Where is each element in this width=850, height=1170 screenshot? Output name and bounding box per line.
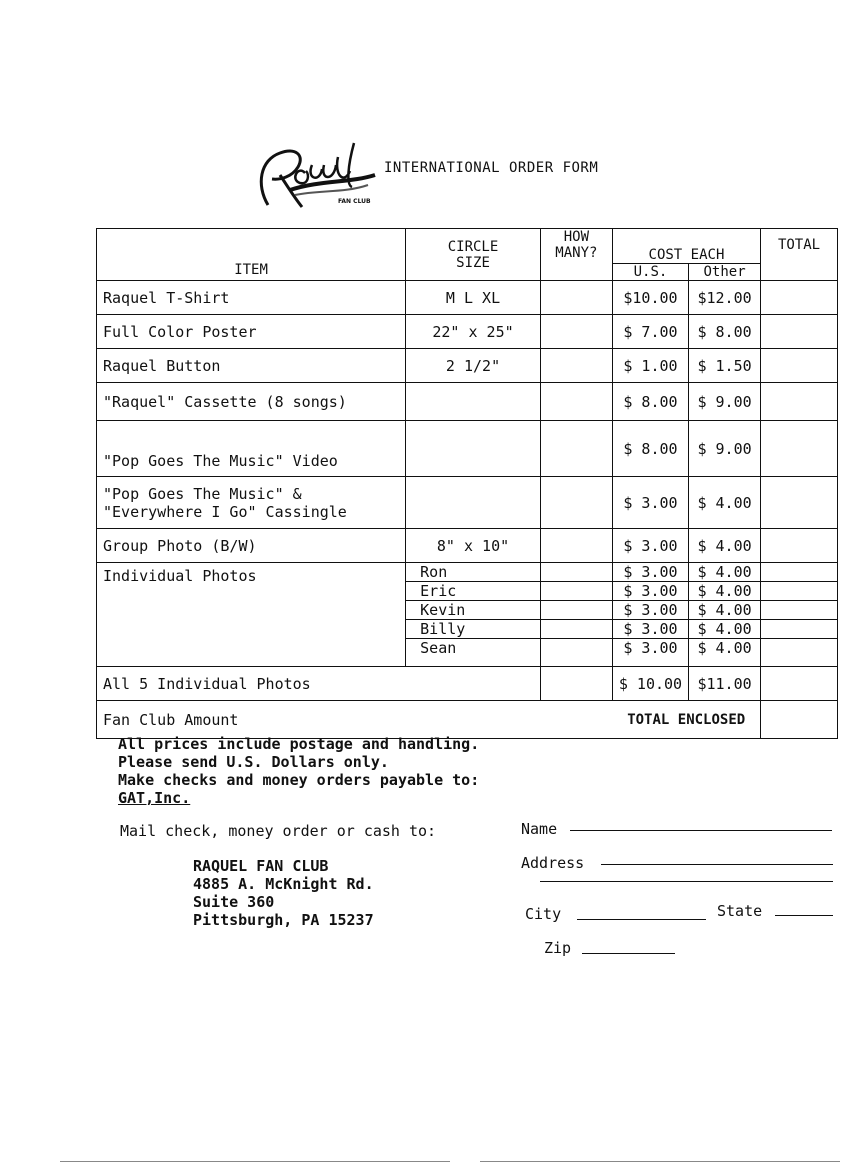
state-field[interactable] — [775, 915, 833, 916]
item-cell: "Raquel" Cassette (8 songs) — [97, 383, 406, 421]
address-label: Address — [521, 854, 585, 872]
order-table — [96, 228, 838, 739]
table-row — [97, 529, 838, 563]
zip-field[interactable] — [582, 953, 675, 954]
price-other: $ 8.00 — [689, 315, 761, 349]
table-row — [97, 383, 838, 421]
price-us: $ 3.00 — [612, 477, 688, 529]
table-row — [97, 349, 838, 383]
scan-edge-line — [480, 1161, 840, 1162]
price-us: $ 3.00 — [612, 582, 688, 601]
header-total: TOTAL — [761, 229, 838, 281]
total-cell[interactable] — [761, 563, 838, 582]
price-other: $ 4.00 — [689, 620, 761, 639]
table-row — [97, 281, 838, 315]
address-line: Suite 360 — [193, 893, 275, 911]
header-other: Other — [689, 264, 761, 281]
item-line-2: "Everywhere I Go" Cassingle — [103, 502, 347, 521]
item-cell — [97, 477, 406, 529]
price-us: $ 3.00 — [612, 639, 688, 667]
member-name: Ron — [406, 563, 541, 582]
item-cell: Raquel T-Shirt — [97, 281, 406, 315]
total-cell[interactable] — [761, 421, 838, 477]
name-label: Name — [521, 820, 558, 838]
total-cell[interactable] — [761, 383, 838, 421]
item-cell: Full Color Poster — [97, 315, 406, 349]
header-item: ITEM — [97, 229, 406, 281]
address-line: 4885 A. McKnight Rd. — [193, 875, 374, 893]
price-other: $ 4.00 — [689, 639, 761, 667]
fan-club-row — [97, 701, 838, 739]
header-how-many: HOW MANY? — [540, 229, 612, 281]
size-cell — [406, 383, 541, 421]
table-row — [97, 477, 838, 529]
notes-block — [118, 735, 479, 807]
price-us: $10.00 — [612, 281, 688, 315]
item-cell: Raquel Button — [97, 349, 406, 383]
price-other: $12.00 — [689, 281, 761, 315]
individual-photos-label: Individual Photos — [97, 563, 406, 667]
how-many-cell[interactable] — [540, 315, 612, 349]
all-five-row — [97, 667, 838, 701]
header-us: U.S. — [612, 264, 688, 281]
header-circle-size: CIRCLE SIZE — [406, 229, 541, 281]
table-header-row — [97, 229, 838, 264]
price-us: $ 10.00 — [612, 667, 688, 701]
city-field[interactable] — [577, 919, 706, 920]
price-other: $11.00 — [689, 667, 761, 701]
item-line-1: "Pop Goes The Music" & — [103, 484, 302, 503]
mail-label: Mail check, money order or cash to: — [120, 822, 437, 840]
note-postage: All prices include postage and handling. — [118, 735, 480, 753]
item-cell: All 5 Individual Photos — [97, 667, 541, 701]
price-us: $ 3.00 — [612, 563, 688, 582]
size-cell: 2 1/2" — [406, 349, 541, 383]
total-cell[interactable] — [761, 477, 838, 529]
price-us: $ 1.00 — [612, 349, 688, 383]
how-many-cell[interactable] — [540, 383, 612, 421]
total-cell[interactable] — [761, 601, 838, 620]
member-name: Billy — [406, 620, 541, 639]
price-other: $ 1.50 — [689, 349, 761, 383]
price-other: $ 4.00 — [689, 529, 761, 563]
address-field-line-2[interactable] — [540, 881, 833, 882]
how-many-cell[interactable] — [540, 667, 612, 701]
zip-label: Zip — [544, 939, 572, 957]
total-cell[interactable] — [761, 349, 838, 383]
table-row — [97, 315, 838, 349]
note-currency: Please send U.S. Dollars only. — [118, 753, 389, 771]
total-enclosed-cell[interactable] — [761, 701, 838, 739]
price-other: $ 4.00 — [689, 563, 761, 582]
price-other: $ 9.00 — [689, 421, 761, 477]
total-cell[interactable] — [761, 281, 838, 315]
price-us: $ 3.00 — [612, 529, 688, 563]
table-row — [97, 421, 838, 477]
price-us: $ 3.00 — [612, 601, 688, 620]
how-many-cell[interactable] — [540, 281, 612, 315]
item-cell: Group Photo (B/W) — [97, 529, 406, 563]
city-label: City — [525, 905, 562, 923]
member-name: Kevin — [406, 601, 541, 620]
price-other: $ 4.00 — [689, 601, 761, 620]
address-line: RAQUEL FAN CLUB — [193, 857, 329, 875]
how-many-cell[interactable] — [540, 582, 612, 601]
total-enclosed-label: TOTAL ENCLOSED — [612, 701, 760, 739]
size-cell: M L XL — [406, 281, 541, 315]
mailing-address — [193, 857, 374, 929]
price-other: $ 4.00 — [689, 582, 761, 601]
size-cell — [406, 477, 541, 529]
member-name: Eric — [406, 582, 541, 601]
address-field[interactable] — [601, 864, 833, 865]
how-many-cell[interactable] — [540, 421, 612, 477]
how-many-cell[interactable] — [540, 477, 612, 529]
how-many-cell[interactable] — [540, 349, 612, 383]
raquel-logo — [250, 135, 390, 215]
size-cell: 8" x 10" — [406, 529, 541, 563]
total-cell[interactable] — [761, 620, 838, 639]
total-cell[interactable] — [761, 582, 838, 601]
price-us: $ 8.00 — [612, 421, 688, 477]
payee: GAT,Inc. — [118, 789, 191, 807]
size-cell — [406, 421, 541, 477]
price-us: $ 8.00 — [612, 383, 688, 421]
note-payable: Make checks and money orders payable to: — [118, 771, 480, 789]
price-other: $ 9.00 — [689, 383, 761, 421]
price-other: $ 4.00 — [689, 477, 761, 529]
individual-row — [97, 563, 838, 582]
logo-subtext: FAN CLUB — [338, 198, 371, 205]
how-many-cell[interactable] — [540, 639, 612, 667]
how-many-cell[interactable] — [540, 529, 612, 563]
total-cell[interactable] — [761, 667, 838, 701]
size-cell: 22" x 25" — [406, 315, 541, 349]
total-cell[interactable] — [761, 529, 838, 563]
fan-club-label: Fan Club Amount — [97, 701, 613, 739]
total-cell[interactable] — [761, 315, 838, 349]
total-cell[interactable] — [761, 639, 838, 667]
scan-edge-line — [60, 1161, 450, 1162]
how-many-cell[interactable] — [540, 563, 612, 582]
how-many-cell[interactable] — [540, 601, 612, 620]
how-many-cell[interactable] — [540, 620, 612, 639]
name-field[interactable] — [570, 830, 832, 831]
header-cost-each: COST EACH — [612, 229, 760, 264]
member-name: Sean — [406, 639, 541, 667]
price-us: $ 7.00 — [612, 315, 688, 349]
address-line: Pittsburgh, PA 15237 — [193, 911, 374, 929]
price-us: $ 3.00 — [612, 620, 688, 639]
form-title: INTERNATIONAL ORDER FORM — [384, 160, 599, 176]
item-cell: "Pop Goes The Music" Video — [97, 421, 406, 477]
state-label: State — [717, 902, 763, 920]
